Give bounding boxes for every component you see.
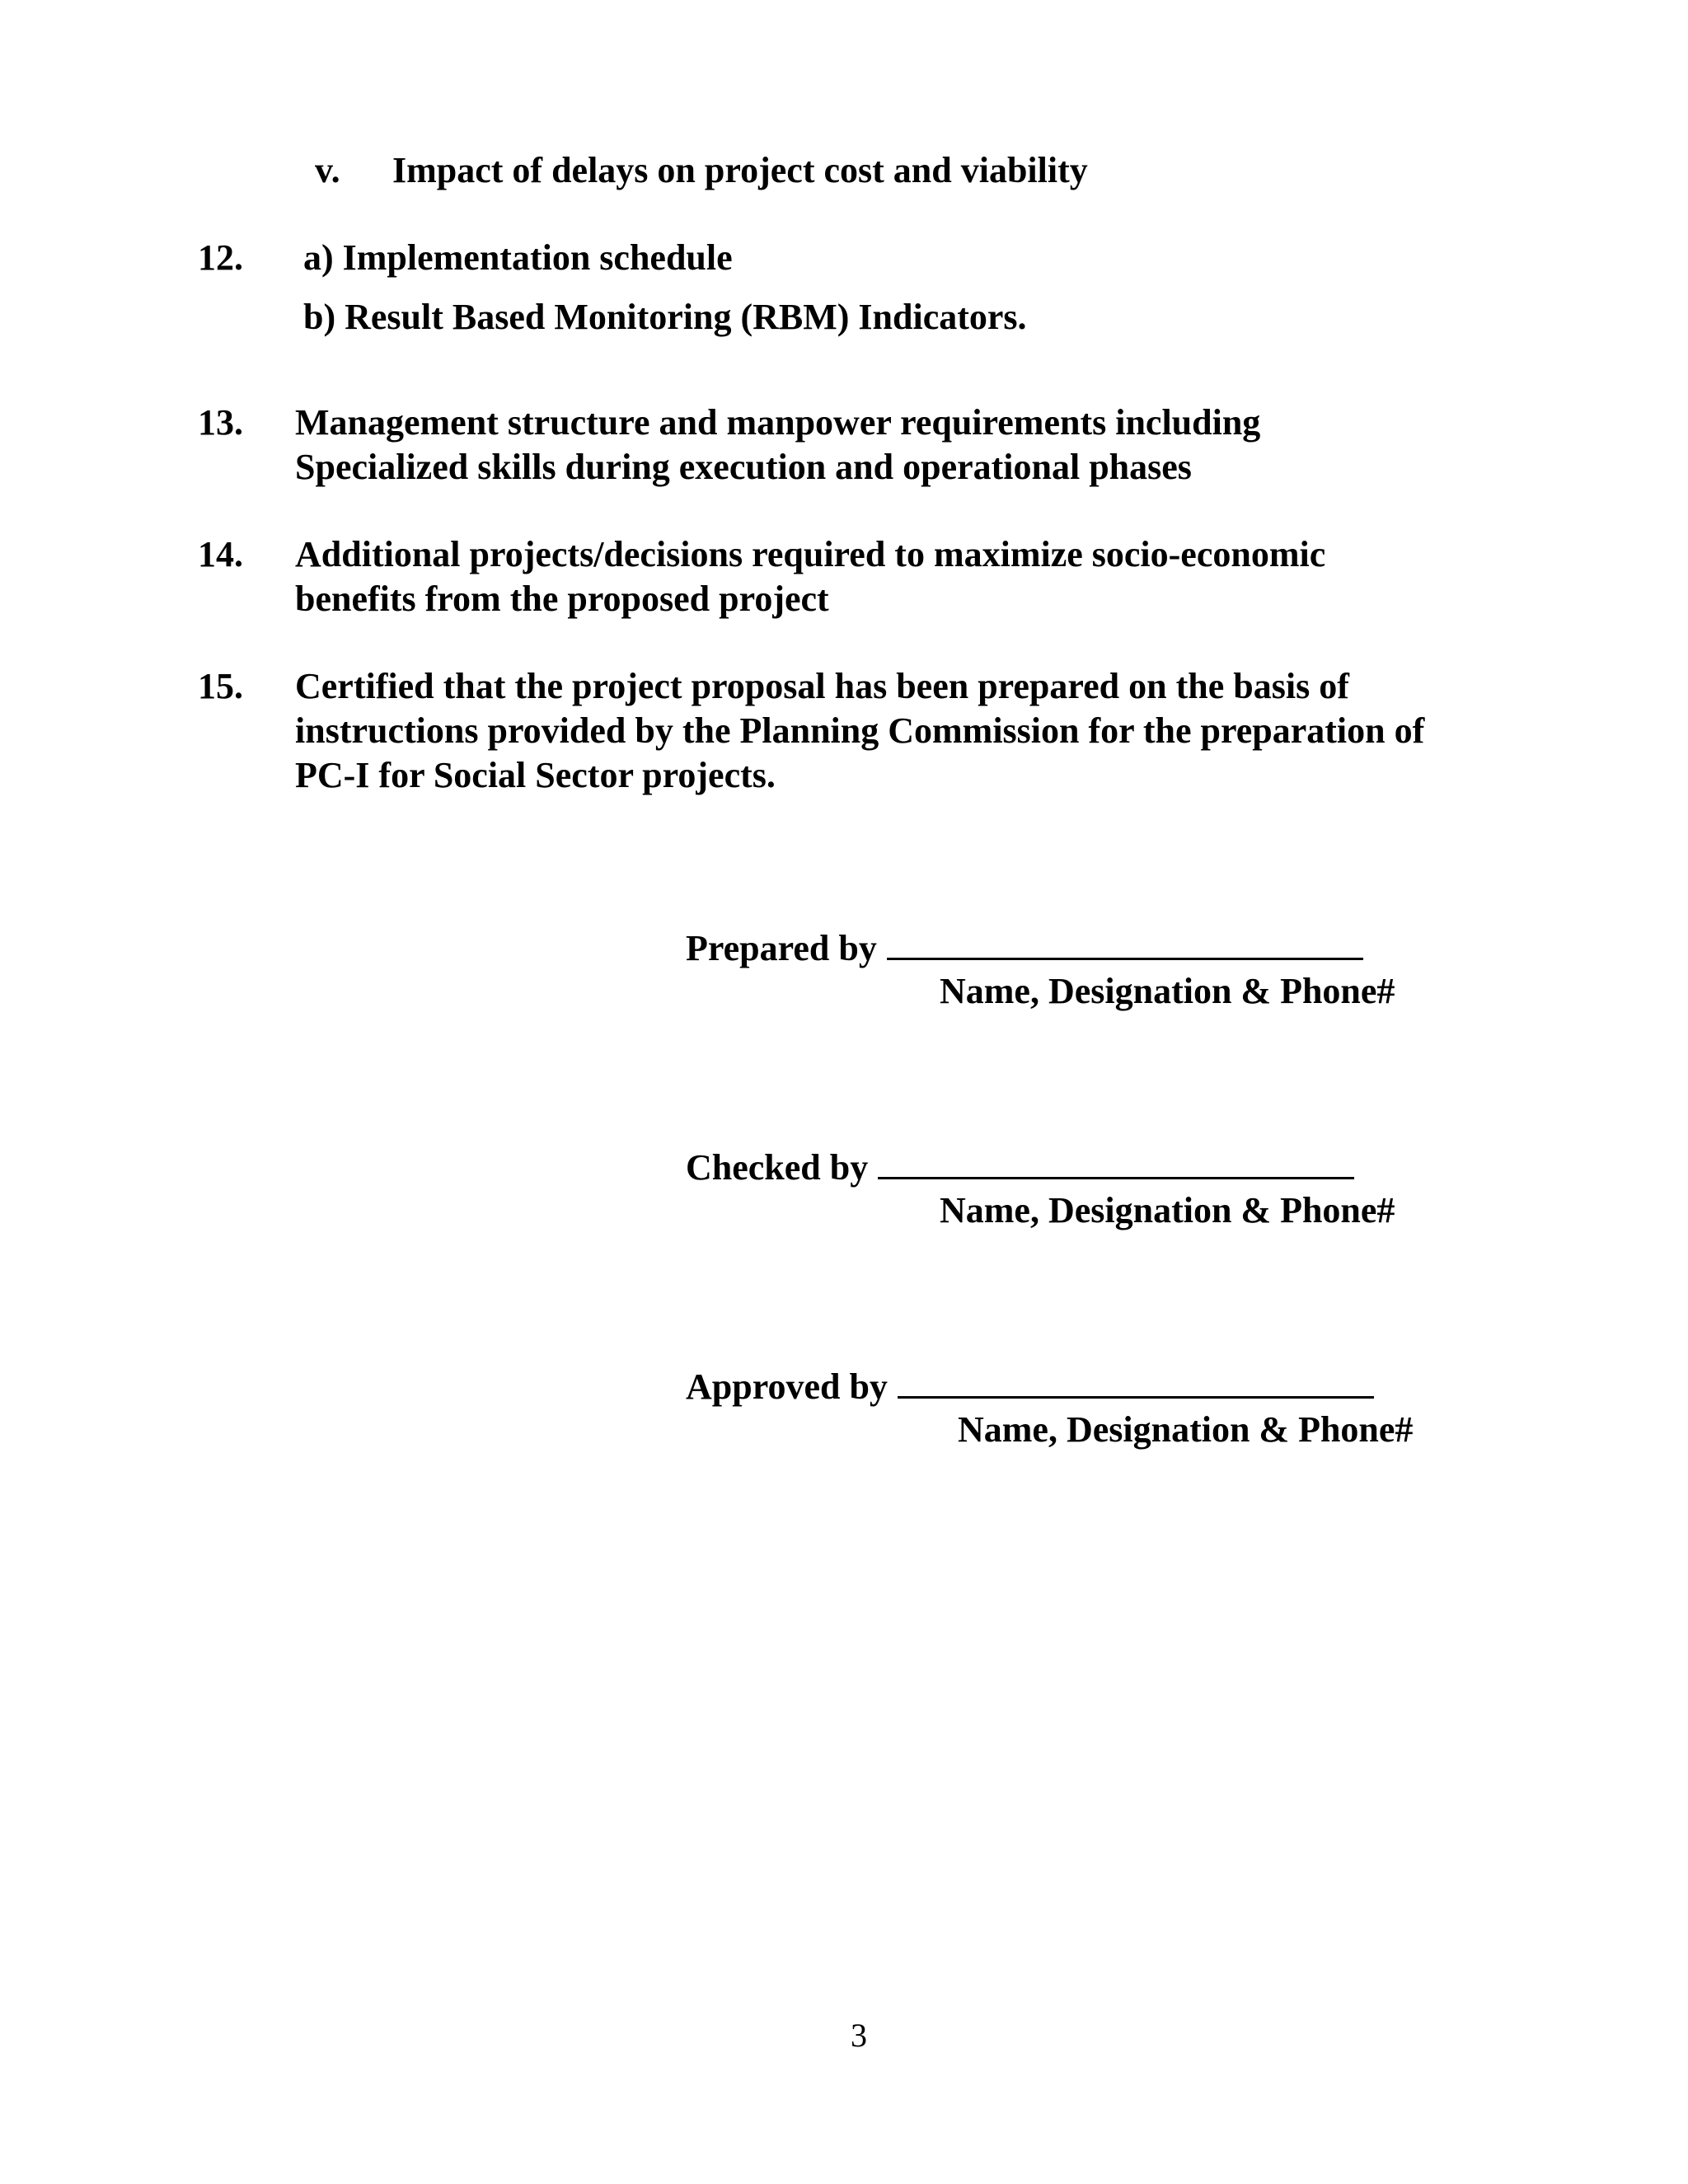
- item-15-number: 15.: [198, 666, 243, 706]
- prepared-by-caption: Name, Designation & Phone#: [940, 971, 1395, 1011]
- item-v-text: Impact of delays on project cost and viability: [392, 150, 1088, 190]
- prepared-by-row: [686, 925, 1363, 971]
- item-14-number: 14.: [198, 534, 243, 574]
- checked-by-row: [686, 1144, 1354, 1190]
- item-13-line-1: Management structure and manpower requirements including: [295, 402, 1261, 443]
- approved-by-label: Approved by: [686, 1366, 888, 1407]
- item-v-label: v.: [315, 150, 340, 190]
- approved-by-signature-line[interactable]: [898, 1363, 1374, 1399]
- item-12-a: a) Implementation schedule: [303, 237, 733, 278]
- item-14-line-2: benefits from the proposed project: [295, 579, 829, 619]
- approved-by-caption: Name, Designation & Phone#: [958, 1409, 1414, 1450]
- prepared-by-label: Prepared by: [686, 928, 877, 968]
- item-15-line-2: instructions provided by the Planning Commission for the preparation of: [295, 710, 1425, 751]
- checked-by-caption: Name, Designation & Phone#: [940, 1190, 1395, 1230]
- item-13-number: 13.: [198, 402, 243, 443]
- item-15-text: [295, 664, 1424, 798]
- page-number: 3: [851, 2017, 867, 2054]
- checked-by-signature-line[interactable]: [878, 1144, 1354, 1179]
- item-15-line-3: PC-I for Social Sector projects.: [295, 755, 776, 795]
- item-14-line-1: Additional projects/decisions required to maximize socio-economic: [295, 534, 1326, 574]
- approved-by-row: [686, 1363, 1374, 1409]
- item-15-line-1: Certified that the project proposal has been prepared on the basis of: [295, 666, 1349, 706]
- item-13-text: [295, 401, 1260, 490]
- item-13-line-2: Specialized skills during execution and operational phases: [295, 447, 1192, 487]
- prepared-by-signature-line[interactable]: [887, 925, 1363, 960]
- checked-by-label: Checked by: [686, 1147, 869, 1188]
- item-12-b: b) Result Based Monitoring (RBM) Indicators.: [303, 297, 1027, 337]
- item-14-text: [295, 532, 1325, 621]
- item-12-number: 12.: [198, 237, 243, 278]
